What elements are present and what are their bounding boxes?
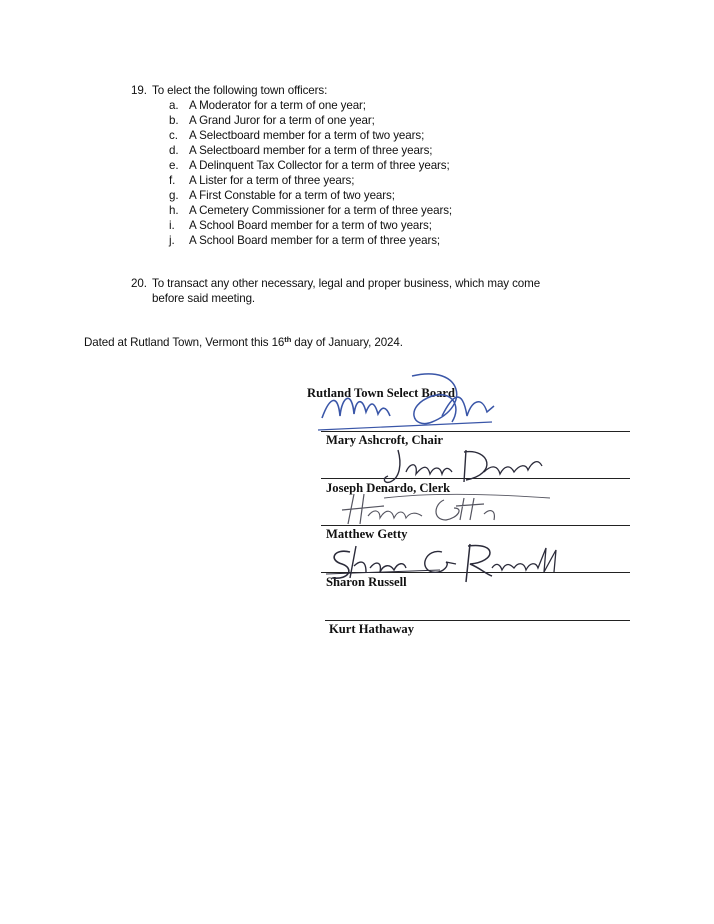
list-item-letter: c. — [169, 129, 178, 142]
article-20-number: 20. — [131, 277, 147, 290]
dated-text: Dated at Rutland Town, Vermont this 16 — [84, 336, 285, 349]
article-20 — [131, 277, 611, 309]
signature-matthew-getty — [324, 490, 554, 530]
article-19-intro: To elect the following town officers: — [152, 84, 328, 97]
board-title: Rutland Town Select Board — [307, 386, 456, 400]
article-20-line-2: before said meeting. — [152, 292, 256, 305]
list-item-text: A Cemetery Commissioner for a term of three years; — [189, 204, 453, 217]
list-item-text: A School Board member for a term of three years; — [189, 234, 441, 247]
list-item-text: A Moderator for a term of one year; — [189, 99, 366, 112]
list-item-letter: e. — [169, 159, 179, 172]
list-item-letter: f. — [169, 174, 176, 187]
signer-name-2: Joseph Denardo, Clerk — [326, 481, 451, 495]
list-item-letter: g. — [169, 189, 179, 202]
list-item-letter: i. — [169, 219, 175, 232]
list-item-text: A Lister for a term of three years; — [189, 174, 355, 187]
list-item-text: A Grand Juror for a term of one year; — [189, 114, 375, 127]
list-item-letter: a. — [169, 99, 179, 112]
dated-ordinal: th — [284, 335, 292, 344]
list-item-text: A Selectboard member for a term of two years; — [189, 129, 425, 142]
list-item-letter: h. — [169, 204, 179, 217]
dated-line — [84, 335, 403, 349]
signature-joseph-denardo — [380, 444, 550, 489]
article-20-line-1: To transact any other necessary, legal and proper business, which may come — [152, 277, 541, 290]
dated-text-end: day of January, 2024. — [291, 336, 403, 349]
signer-name-5: Kurt Hathaway — [329, 622, 415, 636]
signature-sharon-russell — [320, 538, 570, 588]
list-item-text: A School Board member for a term of two years; — [189, 219, 432, 232]
list-item-text: A First Constable for a term of two years; — [189, 189, 395, 202]
signature-mary-ashcroft — [312, 366, 512, 436]
article-19-number: 19. — [131, 84, 147, 97]
list-item-text: A Delinquent Tax Collector for a term of three years; — [189, 159, 450, 172]
signature-line-5 — [325, 620, 630, 621]
article-19 — [131, 84, 611, 254]
list-item-letter: b. — [169, 114, 179, 127]
list-item-letter: j. — [169, 234, 175, 247]
signer-name-4: Sharon Russell — [326, 575, 407, 589]
signer-name-1: Mary Ashcroft, Chair — [326, 433, 443, 447]
signer-name-3: Matthew Getty — [326, 527, 408, 541]
list-item-text: A Selectboard member for a term of three years; — [189, 144, 433, 157]
list-item-letter: d. — [169, 144, 179, 157]
